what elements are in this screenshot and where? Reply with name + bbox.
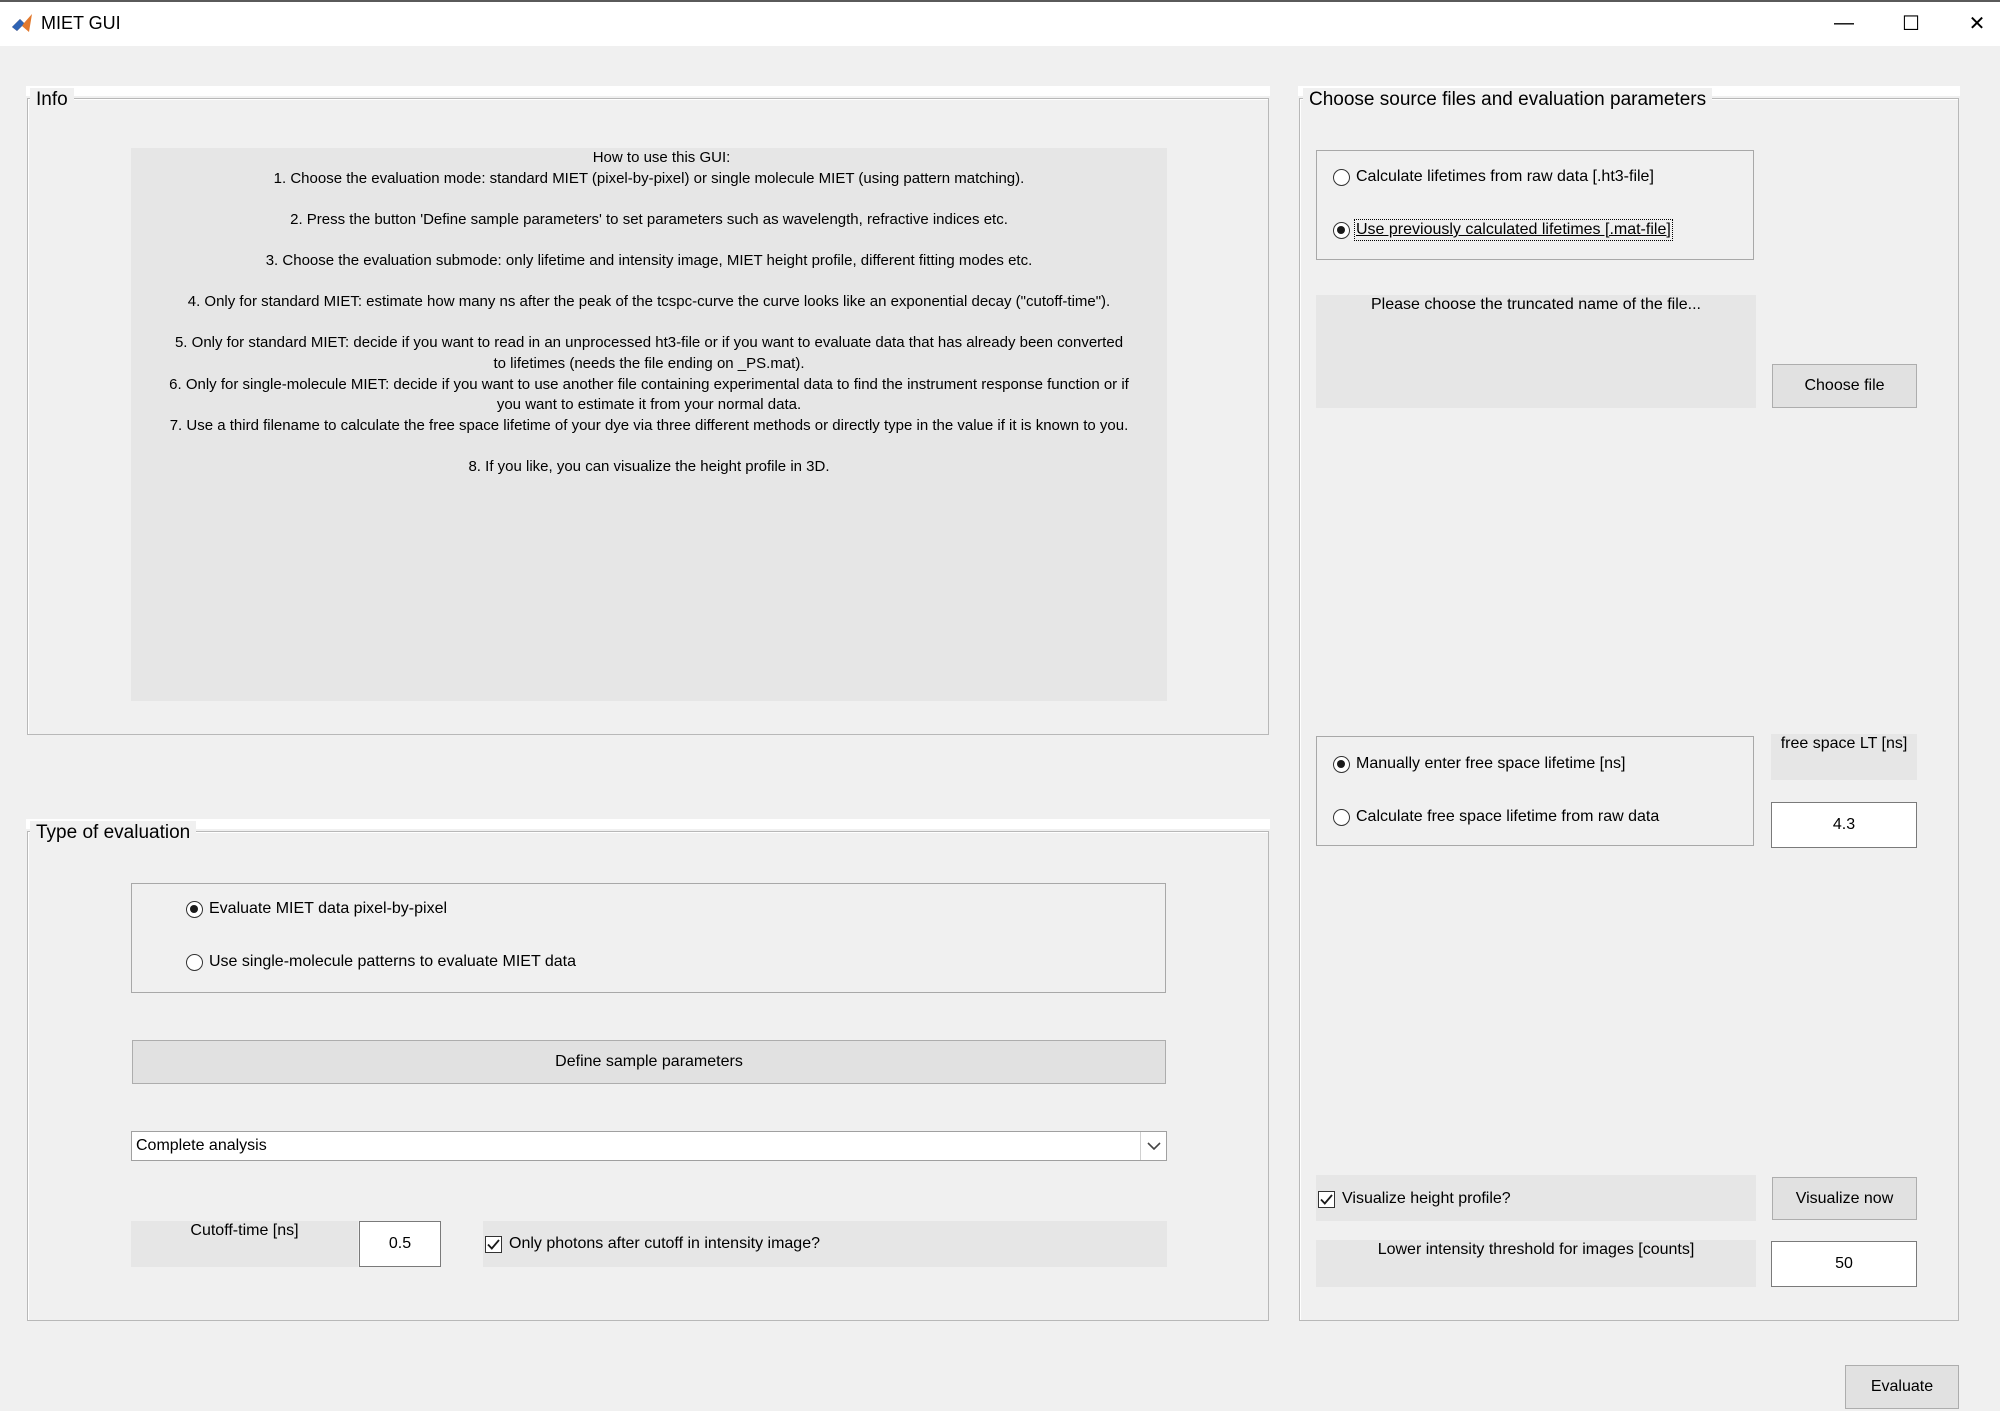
radio-selected-indicator (1333, 756, 1350, 773)
radio-label: Calculate lifetimes from raw data [.ht3-file] (1356, 168, 1654, 185)
free-space-lt-label: free space LT [ns] (1780, 735, 1908, 752)
radio-indicator (1333, 809, 1350, 826)
checkbox-label: Visualize height profile? (1342, 1190, 1511, 1207)
radio-label: Calculate free space lifetime from raw data (1356, 808, 1660, 825)
chevron-down-icon[interactable] (1140, 1132, 1166, 1160)
radio-manual-lifetime[interactable] (1333, 755, 1625, 773)
title-bar (0, 0, 2000, 46)
close-button[interactable]: ✕ (1968, 12, 1986, 35)
intensity-threshold-input[interactable]: 50 (1771, 1241, 1917, 1287)
radio-label: Manually enter free space lifetime [ns] (1356, 755, 1626, 772)
source-panel-title: Choose source files and evaluation parameters (1303, 88, 1712, 112)
visualize-height-checkbox[interactable] (1318, 1190, 1511, 1208)
radio-pixel-by-pixel[interactable] (186, 900, 447, 918)
radio-raw-data[interactable] (1333, 168, 1654, 186)
checkbox-label: Only photons after cutoff in intensity image? (509, 1235, 820, 1252)
intensity-threshold-label: Lower intensity threshold for images [counts] (1377, 1241, 1695, 1258)
radio-label: Use previously calculated lifetimes [.mat-file] (1356, 221, 1671, 238)
matlab-icon (11, 13, 33, 33)
submode-selected-value: Complete analysis (136, 1137, 267, 1154)
cutoff-time-label: Cutoff-time [ns] (190, 1222, 299, 1239)
maximize-button[interactable]: ☐ (1902, 12, 1920, 35)
only-photons-checkbox[interactable] (485, 1235, 820, 1253)
radio-label: Use single-molecule patterns to evaluate MIET data (209, 953, 577, 970)
minimize-button[interactable]: — (1834, 11, 1854, 34)
checkbox-checked-indicator (485, 1236, 502, 1253)
info-panel-title: Info (30, 88, 74, 112)
radio-indicator (186, 954, 203, 971)
radio-single-molecule[interactable] (186, 953, 576, 971)
radio-mat-file[interactable] (1333, 221, 1671, 239)
radio-indicator (1333, 169, 1350, 186)
checkbox-checked-indicator (1318, 1191, 1335, 1208)
window-title: MIET GUI (41, 13, 121, 33)
file-prompt-label: Please choose the truncated name of the file... (1371, 296, 1701, 313)
submode-dropdown[interactable] (131, 1131, 1167, 1161)
radio-selected-indicator (186, 901, 203, 918)
source-mode-group (1316, 150, 1754, 260)
radio-calculate-lifetime[interactable] (1333, 808, 1659, 826)
cutoff-time-input[interactable]: 0.5 (359, 1221, 441, 1267)
evaluation-panel-edge (26, 819, 1270, 829)
info-instructions: How to use this GUI: 1. Choose the evaluation mode: standard MIET (pixel-by-pixel) or single molecule MIET (using pattern matching). 2. Press the button 'Define sample parameters' to set parameters such as wavelength, refractive indices etc. 3. Choose the evaluation submode: only lifetime and intensity image, MIET height profile, different fitting modes etc. 4. Only for standard MIET: estimate how many ns after the peak of the tcspc-curve the curve looks like an exponential decay ("cutoff-time"). 5. Only for standard MIET: decide if you want to read in an unprocessed ht3-file or if you want to evaluate data that has already been converted to lifetimes (needs the file ending on _PS.mat). 6. Only for single-molecule MIET: decide if you want to use another file containing experimental data to find the instrument response function or if you want to estimate it from your normal data. 7. Use a third filename to calculate the free space lifetime of your dye via three different methods or directly type in the value if it is known to you. 8. If you like, you can visualize the height profile in 3D. (169, 149, 1129, 475)
lifetime-mode-group (1316, 736, 1754, 846)
free-space-lt-input[interactable]: 4.3 (1771, 802, 1917, 848)
radio-selected-indicator (1333, 222, 1350, 239)
evaluation-panel-title: Type of evaluation (30, 821, 196, 845)
evaluate-button[interactable]: Evaluate (1845, 1365, 1959, 1409)
visualize-now-button[interactable]: Visualize now (1772, 1177, 1917, 1220)
choose-file-button[interactable]: Choose file (1772, 364, 1917, 408)
radio-label: Evaluate MIET data pixel-by-pixel (209, 900, 448, 917)
source-panel (1299, 98, 1959, 1321)
define-sample-parameters-button[interactable]: Define sample parameters (132, 1040, 1166, 1084)
info-panel-edge (26, 86, 1270, 96)
